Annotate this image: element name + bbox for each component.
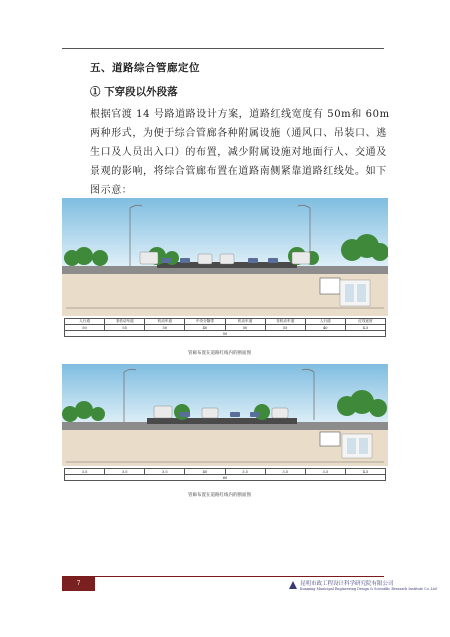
subsection-heading: ① 下穿段以外段落 — [90, 86, 178, 98]
table-cell: 50 — [65, 325, 105, 331]
footer-rule — [62, 576, 384, 577]
table-cell: 55 — [265, 325, 305, 331]
table-cell: 4.5 — [345, 469, 385, 475]
table-cell: 3.5 — [145, 469, 185, 475]
company-name: 昆明市政工程设计科学研究院有限公司 — [300, 581, 394, 587]
table-cell: 40 — [185, 469, 225, 475]
table-cell: 3.5 — [225, 469, 265, 475]
table-cell: 机动车道 — [225, 319, 265, 325]
cross-section-figure-1 — [62, 198, 388, 316]
header-rule — [62, 48, 384, 49]
section-heading: 五、道路综合管廊定位 — [90, 62, 200, 74]
figure-2-caption: 管廊布置在道路红线内的断面图 — [188, 493, 251, 498]
figure-1-caption: 管廊布置在道路红线内的断面图 — [188, 351, 251, 356]
page-number: 7 — [62, 577, 95, 591]
table-cell: 3.5 — [305, 469, 345, 475]
table-cell: 人行道 — [65, 319, 105, 325]
table-cell: 3.5 — [65, 469, 105, 475]
table-cell: 中央分隔带 — [185, 319, 225, 325]
table-cell: 3.5 — [265, 469, 305, 475]
table-cell: 40 — [305, 325, 345, 331]
table-total: 50 — [65, 331, 386, 337]
table-total: 60 — [65, 475, 386, 481]
table-cell: 50 — [225, 325, 265, 331]
table-cell: 50 — [145, 325, 185, 331]
dimension-table-2 — [64, 468, 386, 481]
body-paragraph: 根据官渡 14 号路道路设计方案，道路红线宽度有 50m和 60m两种形式，为便于综合管廊各种附属设施（通风口、吊装口、逃生口及人员出入口）的布置，减少附属设施对地面行人、交通及景观的影响，将综合管廊布置在道路南侧紧靠道路红线处。如下图示意： — [90, 109, 390, 196]
table-cell: 4.5 — [345, 325, 385, 331]
cross-section-illustration-1 — [62, 198, 388, 316]
table-cell: 40 — [185, 325, 225, 331]
dimension-table-1 — [64, 318, 386, 337]
table-cell: 机动车道 — [145, 319, 185, 325]
cross-section-figure-2 — [62, 364, 388, 466]
table-cell: 人行道 — [305, 319, 345, 325]
table-cell: 3.5 — [105, 469, 145, 475]
company-logo-icon — [288, 580, 298, 590]
table-cell: 红线宽度 — [345, 319, 385, 325]
table-cell: 55 — [105, 325, 145, 331]
company-name-en: Kunming Municipal Engineering Design & Scientific Research Institute Co.,Ltd — [300, 587, 437, 591]
table-cell: 非机动车道 — [265, 319, 305, 325]
table-cell: 非机动车道 — [105, 319, 145, 325]
cross-section-illustration-2 — [62, 364, 388, 466]
